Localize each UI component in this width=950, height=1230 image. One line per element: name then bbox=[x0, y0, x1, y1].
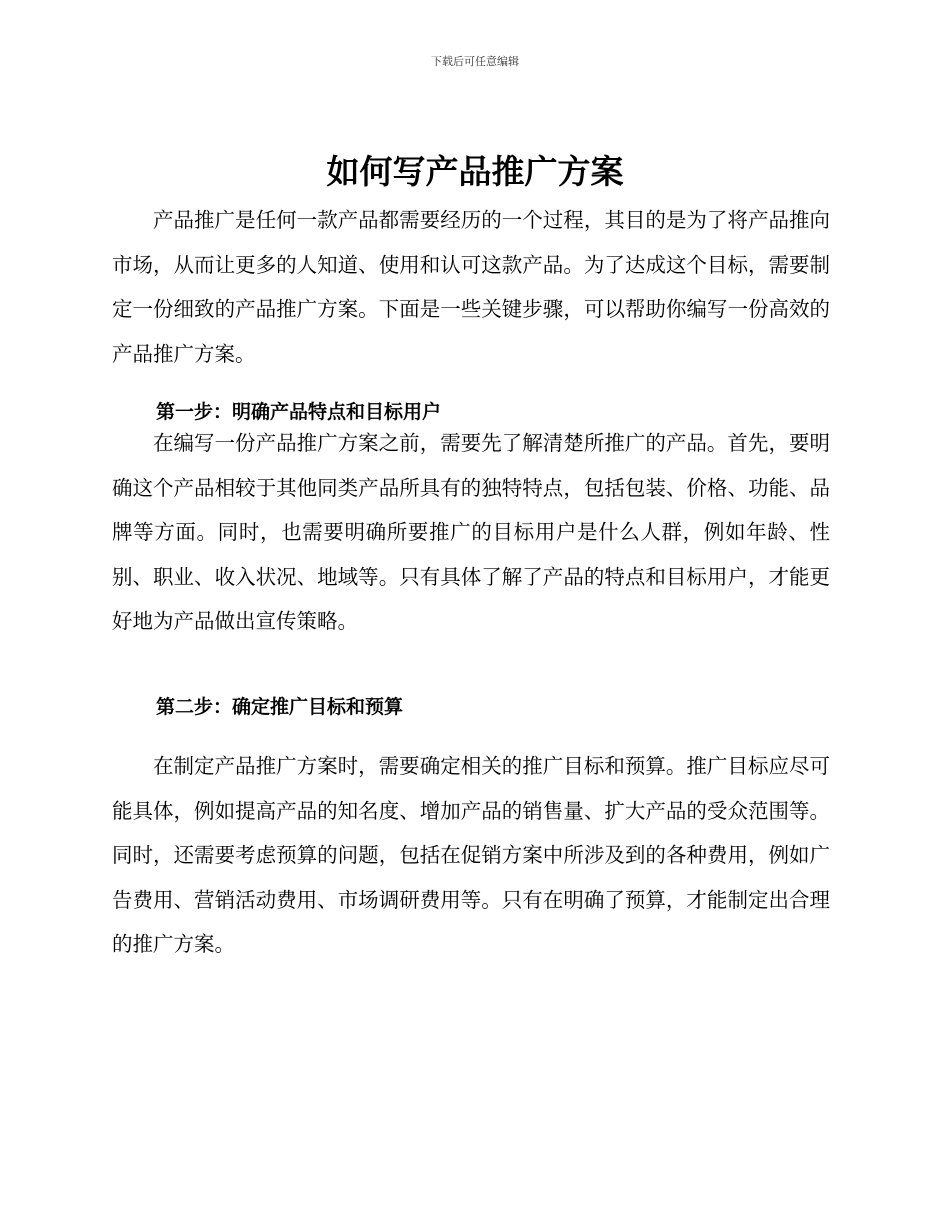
step-1-heading: 第一步：明确产品特点和目标用户 bbox=[156, 401, 442, 423]
intro-paragraph: 产品推广是任何一款产品都需要经历的一个过程，其目的是为了将产品推向市场，从而让更多的人知道、使用和认可这款产品。为了达成这个目标，需要制定一份细致的产品推广方案。下面是一些关键步骤，可以帮助你编写一份高效的产品推广方案。 bbox=[112, 208, 830, 366]
step-1-paragraph: 在编写一份产品推广方案之前，需要先了解清楚所推广的产品。首先，要明确这个产品相较于其他同类产品所具有的独特特点，包括包装、价格、功能、品牌等方面。同时，也需要明确所要推广的目标用户是什么人群，例如年龄、性别、职业、收入状况、地域等。只有具体了解了产品的特点和目标用户，才能更好地为产品做出宣传策略。 bbox=[112, 431, 830, 633]
step-2-heading: 第二步：确定推广目标和预算 bbox=[156, 696, 404, 718]
step-2-paragraph: 在制定产品推广方案时，需要确定相关的推广目标和预算。推广目标应尽可能具体，例如提高产品的知名度、增加产品的销售量、扩大产品的受众范围等。同时，还需要考虑预算的问题，包括在促销方案中所涉及到的各种费用，例如广告费用、营销活动费用、市场调研费用等。只有在明确了预算，才能制定出合理的推广方案。 bbox=[112, 754, 830, 956]
header-note: 下载后可任意编辑 bbox=[431, 55, 519, 68]
document-title: 如何写产品推广方案 bbox=[326, 152, 624, 191]
